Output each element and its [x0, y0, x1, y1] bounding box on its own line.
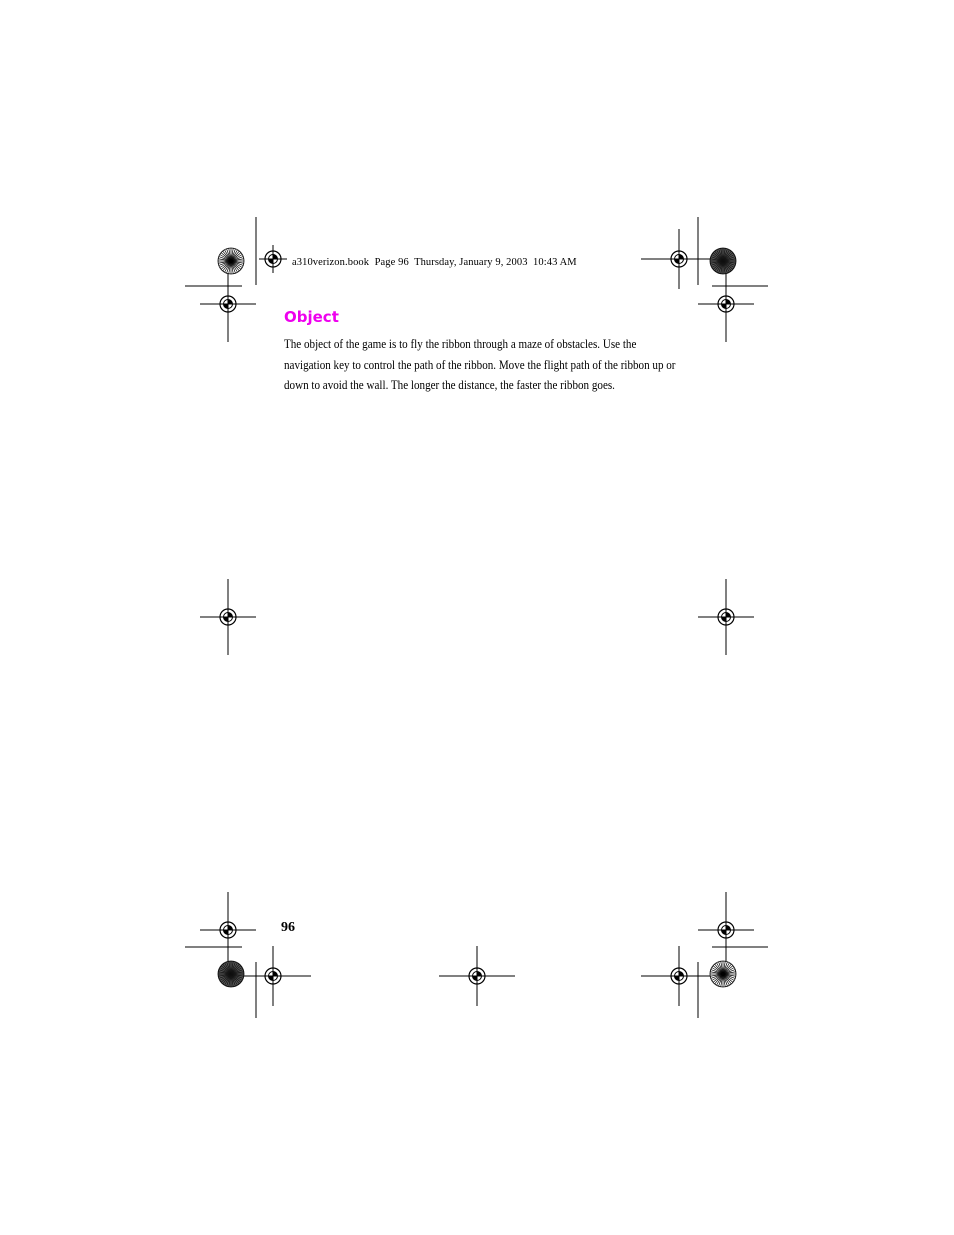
registration-mark-icon	[698, 579, 754, 655]
registration-mark-icon	[641, 946, 717, 1006]
registration-mark-icon	[235, 946, 311, 1006]
registration-mark-icon	[200, 266, 256, 342]
document-slug: a310verizon.book Page 96 Thursday, January 9, 2003 10:43 AM	[292, 257, 577, 268]
registration-mark-icon	[698, 892, 754, 968]
registration-mark-icon	[641, 229, 717, 289]
color-wheel-icon	[710, 248, 736, 274]
registration-mark-icon	[200, 579, 256, 655]
section-heading: Object	[284, 308, 339, 326]
registration-mark-icon	[259, 245, 287, 273]
section-body: The object of the game is to fly the ribbon through a maze of obstacles. Use the navigation key to control the path of the ribbon. Move the flight path of the ribbon up or down to avoid the wall. The longer the distance, the faster the ribbon goes.	[284, 337, 676, 392]
registration-mark-icon	[439, 946, 515, 1006]
color-wheel-icon	[218, 961, 244, 987]
registration-mark-icon	[200, 892, 256, 968]
color-wheel-icon	[710, 961, 736, 987]
page-number: 96	[281, 920, 295, 935]
registration-mark-icon	[698, 266, 754, 342]
color-wheel-icon	[218, 248, 244, 274]
